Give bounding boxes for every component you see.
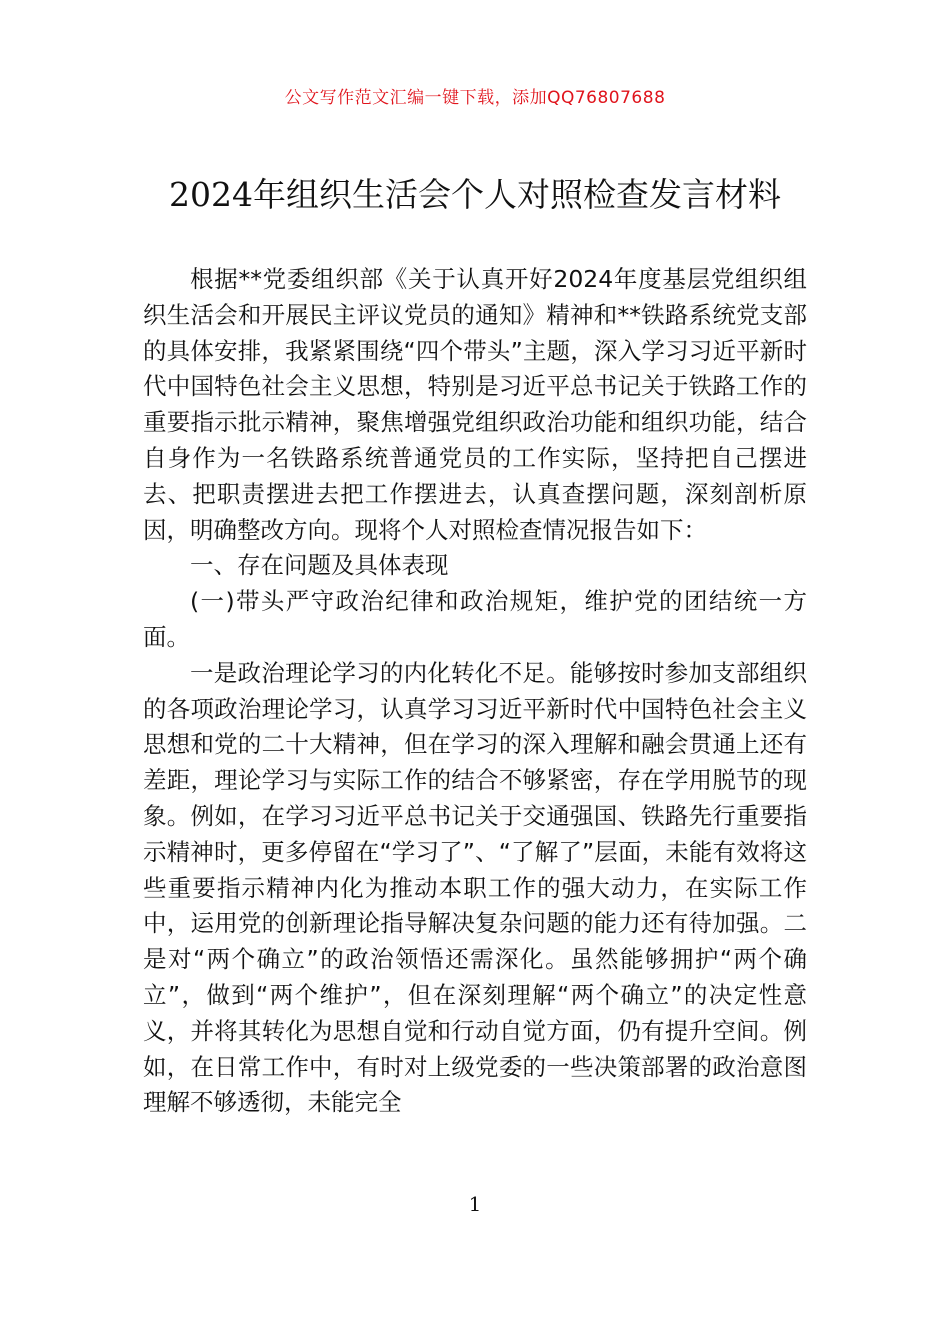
subsection-heading: (一)带头严守政治纪律和政治规矩，维护党的团结统一方面。 — [143, 587, 807, 651]
document-title: 2024年组织生活会个人对照检查发言材料 — [169, 175, 781, 214]
body-paragraph: 一是政治理论学习的内化转化不足。能够按时参加支部组织的各项政治理论学习，认真学习习近平新时代中国特色社会主义思想和党的二十大精神，但在学习的深入理解和融会贯通上还有差距，理论学习与实际工作的结合不够紧密，存在学用脱节的现象。例如，在学习习近平总书记关于交通强国、铁路先行重要指示精神时，更多停留在“学习了”、“了解了”层面，未能有效将这些重要指示精神内化为推动本职工作的强大动力，在实际工作中，运用党的创新理论指导解决复杂问题的能力还有待加强。二是对“两个确立”的政治领悟还需深化。虽然能够拥护“两个确立”，做到“两个维护”，但在深刻理解“两个确立”的决定性意义，并将其转化为思想自觉和行动自觉方面，仍有提升空间。例如，在日常工作中，有时对上级党委的一些决策部署的政治意图理解不够透彻，未能完全 — [143, 658, 807, 1117]
download-notice: 公文写作范文汇编一键下载，添加QQ76807688 — [284, 88, 666, 108]
intro-paragraph: 根据**党委组织部《关于认真开好2024年度基层党组织组织生活会和开展民主评议党员的通知》精神和**铁路系统党支部的具体安排，我紧紧围绕“四个带头”主题，深入学习习近平新时代中国特色社会主义思想，特别是习近平总书记关于铁路工作的重要指示批示精神，聚焦增强党组织政治功能和组织功能，结合自身作为一名铁路系统普通党员的工作实际，坚持把自己摆进去、把职责摆进去把工作摆进去，认真查摆问题，深刻剖析原因，明确整改方向。现将个人对照检查情况报告如下： — [143, 265, 807, 544]
section-heading: 一、存在问题及具体表现 — [190, 551, 449, 580]
page-number: 1 — [468, 1192, 482, 1216]
document-body — [143, 262, 807, 1121]
